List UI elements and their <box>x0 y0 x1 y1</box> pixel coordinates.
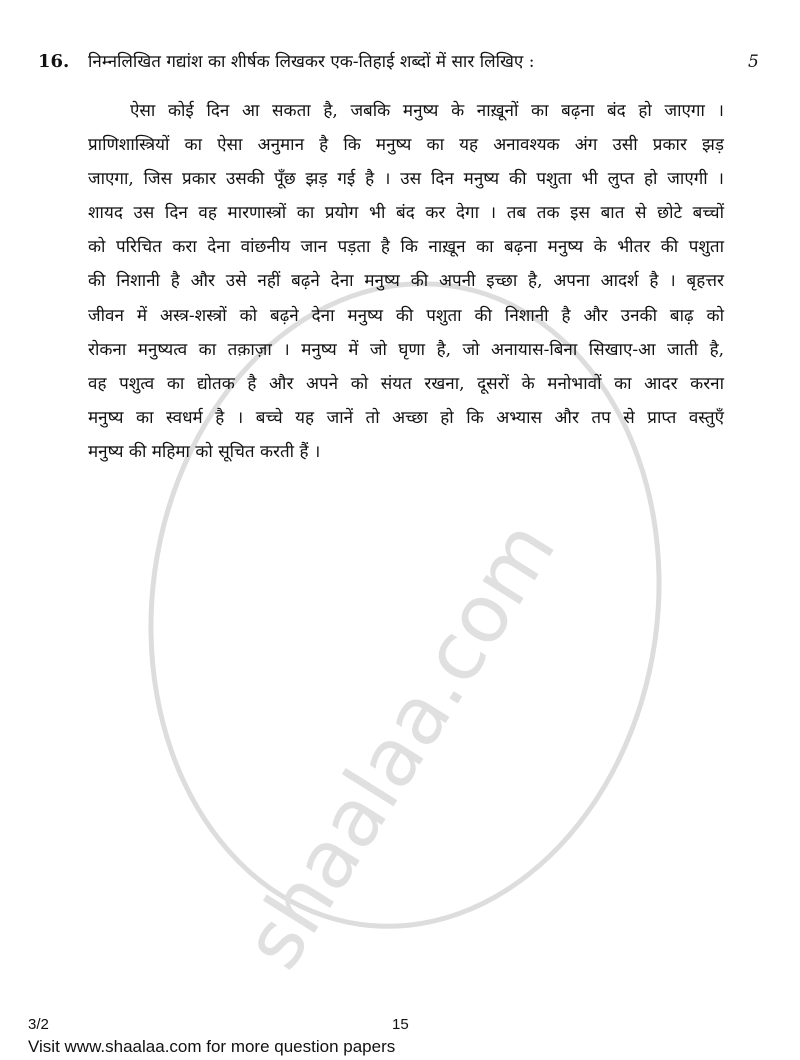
passage-line: वह पशुत्व का द्योतक है और अपने को संयत रखना, दूसरों के मनोभावों का आदर करना <box>88 373 724 394</box>
question-instruction: निम्नलिखित गद्यांश का शीर्षक लिखकर एक-तिहाई शब्दों में सार लिखिए : <box>88 52 535 72</box>
question-marks: 5 <box>748 52 759 72</box>
passage <box>88 94 724 469</box>
visit-footer-link[interactable]: Visit www.shaalaa.com for more question papers <box>28 1037 396 1056</box>
paper-code: 3/2 <box>28 1016 49 1033</box>
passage-line: शायद उस दिन वह मारणास्त्रों का प्रयोग भी बंद कर देगा । तब तक इस बात से छोटे बच्चों <box>88 203 724 224</box>
watermark-logo: shaalaa.com <box>225 505 574 985</box>
page-number: 15 <box>392 1016 409 1033</box>
passage-line: जाएगा, जिस प्रकार उसकी पूँछ झड़ गई है । उस दिन मनुष्य की पशुता भी लुप्त हो जाएगी । <box>88 169 724 190</box>
passage-line: जीवन में अस्त्र-शस्त्रों को बढ़ने देना मनुष्य की पशुता की निशानी है और उनकी बाढ़ को <box>88 305 724 326</box>
passage-line: प्राणिशास्त्रियों का ऐसा अनुमान है कि मनुष्य का यह अनावश्यक अंग उसी प्रकार झड़ <box>88 135 724 156</box>
passage-line: ऐसा कोई दिन आ सकता है, जबकि मनुष्य के नाख़ूनों का बढ़ना बंद हो जाएगा । <box>130 101 724 121</box>
passage-line: मनुष्य का स्वधर्म है । बच्चे यह जानें तो अच्छा हो कि अभ्यास और तप से प्राप्त वस्तुएँ <box>88 407 724 428</box>
passage-line: की निशानी है और उसे नहीं बढ़ने देना मनुष्य की अपनी इच्छा है, अपना आदर्श है । बृहत्तर <box>88 271 724 292</box>
passage-line: रोकना मनुष्यत्व का तक़ाज़ा । मनुष्य में जो घृणा है, जो अनायास-बिना सिखाए-आ जाती है, <box>88 339 724 360</box>
passage-line: को परिचित करा देना वांछनीय जान पड़ता है कि नाख़ून का बढ़ना मनुष्य के भीतर की पशुता <box>88 237 724 258</box>
question-number: 16. <box>38 51 70 72</box>
passage-line: मनुष्य की महिमा को सूचित करती हैं । <box>88 441 321 462</box>
